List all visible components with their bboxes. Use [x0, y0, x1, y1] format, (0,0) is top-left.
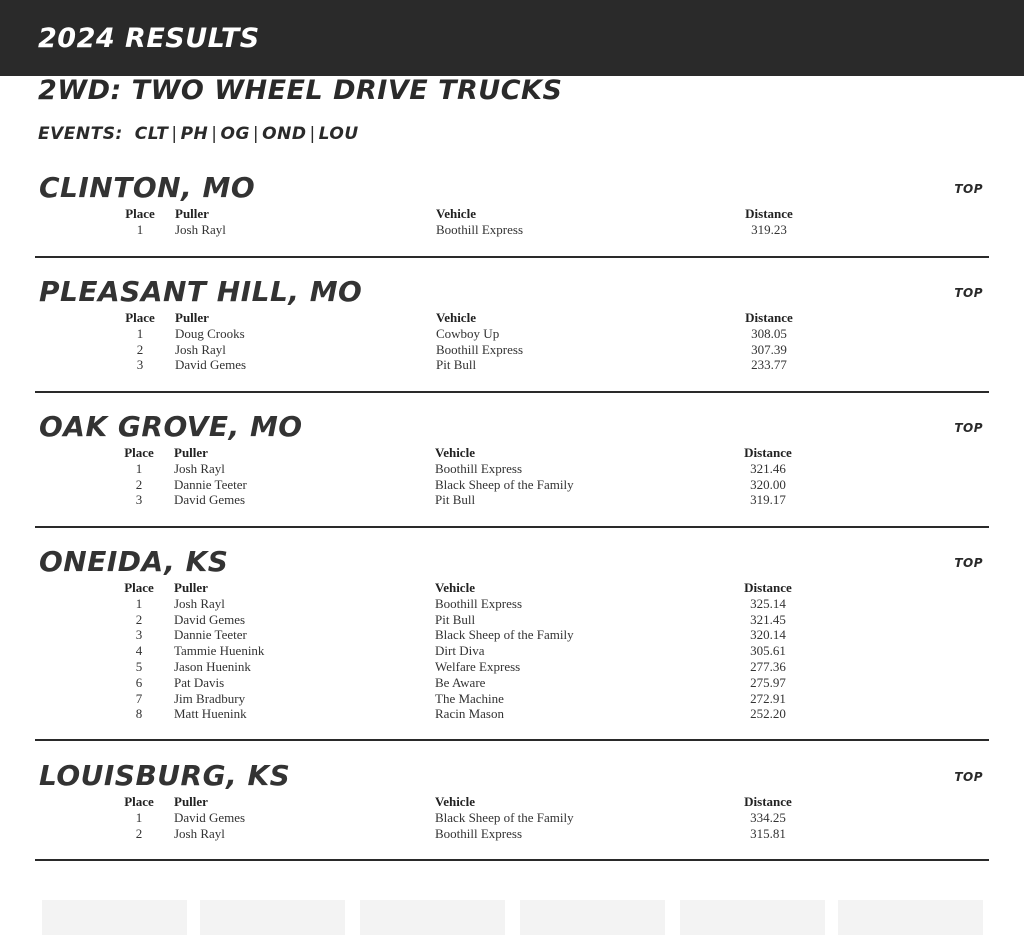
cell-puller: David Gemes	[174, 492, 246, 508]
table-row	[105, 342, 799, 358]
table-row	[104, 706, 798, 722]
table-row	[105, 326, 799, 342]
cell-place: 1	[135, 595, 143, 611]
events-label: EVENTS:	[38, 124, 123, 144]
column-header-distance: Distance	[744, 580, 792, 595]
cell-vehicle: Pit Bull	[436, 357, 477, 373]
cell-vehicle: Cowboy Up	[436, 325, 500, 341]
cell-puller: Doug Crooks	[175, 325, 245, 341]
cell-puller: Dannie Teeter	[174, 476, 247, 492]
top-link[interactable]: TOP	[954, 182, 983, 196]
cell-place: 2	[135, 825, 143, 841]
cell-puller: David Gemes	[174, 611, 246, 627]
cell-puller: David Gemes	[175, 357, 247, 373]
results-table	[104, 445, 798, 508]
cell-place: 3	[136, 357, 144, 373]
cell-place: 8	[135, 706, 143, 722]
footer-placeholder	[200, 900, 345, 935]
footer-placeholder	[838, 900, 983, 935]
location-title: CLINTON, MO	[39, 171, 256, 204]
event-link-ond[interactable]: OND	[262, 124, 307, 144]
cell-distance: 325.14	[750, 595, 786, 611]
column-header-distance: Distance	[745, 310, 793, 325]
event-link-lou[interactable]: LOU	[318, 124, 359, 144]
cell-vehicle: Racin Mason	[435, 706, 504, 722]
cell-vehicle: Dirt Diva	[435, 643, 485, 659]
cell-distance: 320.14	[750, 627, 786, 643]
cell-distance: 233.77	[751, 357, 787, 373]
events-nav	[38, 123, 361, 145]
section-divider	[35, 859, 989, 861]
event-link-og[interactable]: OG	[220, 124, 250, 144]
cell-puller: Tammie Huenink	[174, 643, 265, 659]
table-row	[104, 612, 798, 628]
cell-distance: 277.36	[750, 658, 786, 674]
cell-puller: Dannie Teeter	[174, 627, 247, 643]
table-row	[104, 810, 798, 826]
column-header-puller: Puller	[174, 794, 208, 809]
cell-place: 7	[135, 690, 143, 706]
cell-vehicle: Boothill Express	[435, 595, 523, 611]
results-table	[104, 580, 798, 722]
cell-distance: 334.25	[750, 809, 786, 825]
event-separator: |	[252, 124, 260, 144]
cell-place: 2	[135, 611, 143, 627]
table-row	[104, 477, 798, 493]
cell-distance: 275.97	[750, 674, 786, 690]
cell-place: 3	[135, 492, 143, 508]
cell-puller: David Gemes	[174, 809, 246, 825]
cell-place: 1	[136, 221, 144, 237]
column-header-puller: Puller	[174, 445, 208, 460]
table-row	[104, 826, 798, 842]
header-bar	[0, 0, 1024, 76]
cell-distance: 307.39	[751, 341, 787, 357]
event-separator: |	[211, 124, 218, 144]
table-header-row	[104, 580, 798, 596]
cell-place: 1	[136, 325, 144, 341]
location-title: ONEIDA, KS	[39, 545, 229, 578]
cell-distance: 319.23	[751, 221, 787, 237]
cell-place: 5	[135, 658, 143, 674]
cell-vehicle: Pit Bull	[435, 611, 476, 627]
location-title: PLEASANT HILL, MO	[39, 275, 363, 308]
column-header-puller: Puller	[175, 206, 209, 221]
table-row	[104, 675, 798, 691]
table-row	[104, 691, 798, 707]
table-header-row	[104, 794, 798, 810]
section-divider	[35, 256, 989, 258]
column-header-distance: Distance	[745, 206, 793, 221]
event-separator: |	[309, 124, 316, 144]
column-header-puller: Puller	[174, 580, 208, 595]
table-header-row	[104, 445, 798, 461]
cell-vehicle: Boothill Express	[435, 460, 523, 476]
table-row	[104, 643, 798, 659]
section-divider	[35, 526, 989, 528]
event-link-clt[interactable]: CLT	[134, 124, 169, 144]
table-row	[104, 659, 798, 675]
top-link[interactable]: TOP	[954, 770, 983, 784]
column-header-vehicle: Vehicle	[435, 794, 475, 809]
cell-distance: 315.81	[750, 825, 786, 841]
column-header-vehicle: Vehicle	[435, 445, 475, 460]
results-table	[105, 310, 799, 373]
table-header-row	[105, 310, 799, 326]
cell-vehicle: Boothill Express	[436, 221, 524, 237]
cell-place: 4	[135, 643, 143, 659]
cell-puller: Josh Rayl	[174, 460, 225, 476]
table-row	[104, 596, 798, 612]
section-divider	[35, 391, 989, 393]
event-link-ph[interactable]: PH	[180, 124, 209, 144]
cell-place: 6	[135, 674, 143, 690]
table-row	[104, 492, 798, 508]
cell-puller: Josh Rayl	[174, 825, 225, 841]
cell-vehicle: Black Sheep of the Family	[435, 476, 574, 492]
cell-distance: 252.20	[750, 706, 786, 722]
cell-vehicle: Boothill Express	[436, 341, 524, 357]
cell-distance: 308.05	[751, 325, 787, 341]
cell-puller: Jim Bradbury	[174, 690, 246, 706]
cell-puller: Jason Huenink	[174, 658, 251, 674]
cell-distance: 321.46	[750, 460, 786, 476]
cell-place: 3	[135, 627, 143, 643]
cell-vehicle: Pit Bull	[435, 492, 476, 508]
footer-placeholder	[360, 900, 505, 935]
column-header-place: Place	[124, 580, 154, 595]
location-title: LOUISBURG, KS	[39, 759, 291, 792]
footer-placeholder	[42, 900, 187, 935]
column-header-vehicle: Vehicle	[436, 206, 476, 221]
location-title: OAK GROVE, MO	[39, 410, 303, 443]
table-row	[105, 222, 799, 238]
class-title: 2WD: TWO WHEEL DRIVE TRUCKS	[38, 75, 563, 106]
cell-puller: Pat Davis	[174, 674, 225, 690]
cell-distance: 319.17	[750, 492, 786, 508]
cell-distance: 321.45	[750, 611, 786, 627]
page-title: 2024 RESULTS	[38, 23, 260, 54]
cell-place: 1	[135, 809, 143, 825]
cell-distance: 320.00	[750, 476, 786, 492]
cell-vehicle: The Machine	[435, 690, 504, 706]
column-header-place: Place	[125, 310, 155, 325]
cell-puller: Josh Rayl	[175, 221, 226, 237]
cell-puller: Matt Huenink	[174, 706, 247, 722]
table-row	[104, 461, 798, 477]
cell-vehicle: Black Sheep of the Family	[435, 627, 574, 643]
column-header-vehicle: Vehicle	[435, 580, 475, 595]
cell-vehicle: Boothill Express	[435, 825, 523, 841]
cell-vehicle: Welfare Express	[435, 658, 521, 674]
column-header-puller: Puller	[175, 310, 209, 325]
table-row	[104, 627, 798, 643]
cell-puller: Josh Rayl	[175, 341, 226, 357]
cell-place: 2	[135, 476, 143, 492]
results-table	[104, 794, 798, 841]
event-separator: |	[171, 124, 178, 144]
cell-place: 2	[136, 341, 144, 357]
column-header-distance: Distance	[744, 445, 792, 460]
cell-distance: 272.91	[750, 690, 786, 706]
section-divider	[35, 739, 989, 741]
results-table	[105, 206, 799, 238]
column-header-vehicle: Vehicle	[436, 310, 476, 325]
column-header-place: Place	[125, 206, 155, 221]
footer-placeholder	[680, 900, 825, 935]
cell-puller: Josh Rayl	[174, 595, 225, 611]
cell-distance: 305.61	[750, 643, 786, 659]
top-link[interactable]: TOP	[954, 556, 983, 570]
column-header-distance: Distance	[744, 794, 792, 809]
column-header-place: Place	[124, 794, 154, 809]
table-header-row	[105, 206, 799, 222]
cell-vehicle: Black Sheep of the Family	[435, 809, 574, 825]
cell-place: 1	[135, 460, 143, 476]
top-link[interactable]: TOP	[954, 286, 983, 300]
table-row	[105, 357, 799, 373]
column-header-place: Place	[124, 445, 154, 460]
top-link[interactable]: TOP	[954, 421, 983, 435]
footer-placeholder	[520, 900, 665, 935]
cell-vehicle: Be Aware	[435, 674, 486, 690]
